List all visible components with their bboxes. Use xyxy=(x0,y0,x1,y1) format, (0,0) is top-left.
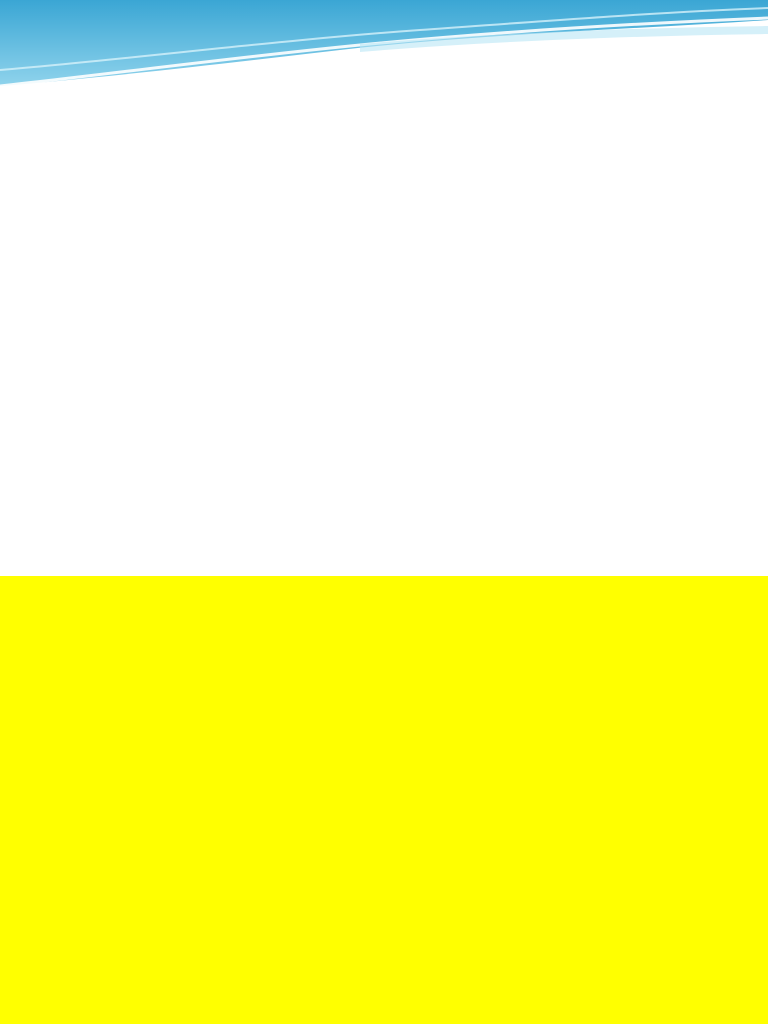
wave-banner xyxy=(0,0,768,100)
yellow-panel xyxy=(0,576,768,1024)
